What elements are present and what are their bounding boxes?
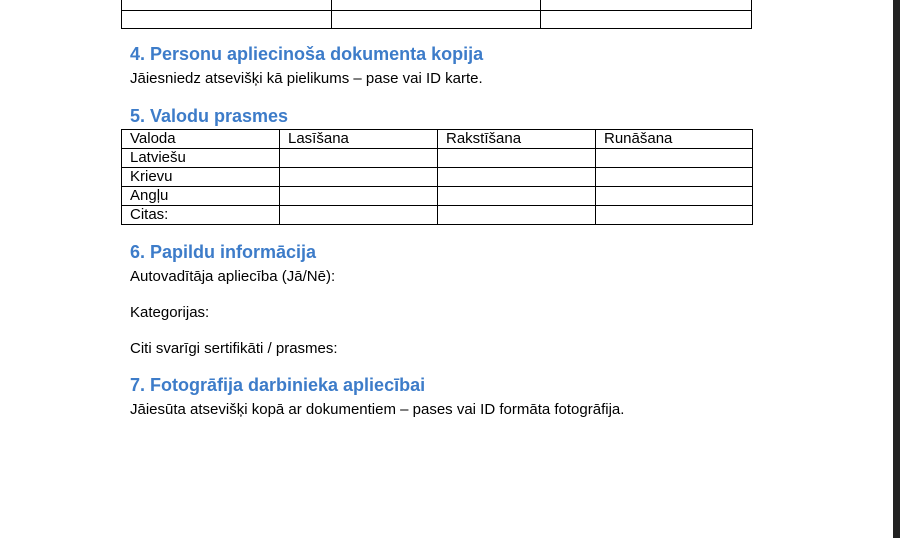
section-7-heading: 7. Fotogrāfija darbinieka apliecībai (130, 375, 426, 395)
table-cell (122, 11, 332, 29)
table-row (122, 187, 753, 206)
table-cell (280, 149, 438, 168)
column-header-language: Valoda (122, 130, 280, 149)
driver-license-line: Autovadītāja apliecība (Jā/Nē): (130, 268, 336, 285)
table-cell (541, 0, 752, 11)
table-cell (438, 187, 596, 206)
certificates-line: Citi svarīgi sertifikāti / prasmes: (130, 340, 338, 357)
column-header-speaking: Runāšana (596, 130, 753, 149)
language-name: Citas: (122, 206, 280, 225)
section-4-text: Jāiesniedz atsevišķi kā pielikums – pase vai ID karte. (130, 70, 483, 87)
table-cell (280, 206, 438, 225)
column-header-writing: Rakstīšana (438, 130, 596, 149)
section-7-text: Jāiesūta atsevišķi kopā ar dokumentiem – pases vai ID formāta fotogrāfija. (130, 401, 625, 418)
table-cell (438, 168, 596, 187)
categories-line: Kategorijas: (130, 304, 210, 321)
table-cell (438, 149, 596, 168)
section-4-heading: 4. Personu apliecinoša dokumenta kopija (130, 44, 484, 64)
cut-off-cell-text (340, 0, 416, 1)
viewer-edge (893, 0, 900, 538)
table-cell (596, 187, 753, 206)
table-header-row (122, 130, 753, 149)
table-cell (331, 11, 541, 29)
language-name: Krievu (122, 168, 280, 187)
table-cell (331, 0, 541, 11)
table-cell (541, 11, 752, 29)
table-cell (280, 187, 438, 206)
table-cell (596, 206, 753, 225)
table-row (122, 206, 753, 225)
section-5-heading: 5. Valodu prasmes (130, 106, 289, 126)
column-header-reading: Lasīšana (280, 130, 438, 149)
section-6-heading: 6. Papildu informācija (130, 242, 317, 262)
table-cell (280, 168, 438, 187)
table-cell (596, 168, 753, 187)
table-row (122, 149, 753, 168)
previous-section-table (121, 0, 752, 29)
language-name: Latviešu (122, 149, 280, 168)
table-row (122, 168, 753, 187)
table-cell (596, 149, 753, 168)
language-skills-table (121, 129, 753, 225)
language-name: Angļu (122, 187, 280, 206)
table-cell (438, 206, 596, 225)
table-cell (122, 0, 332, 11)
